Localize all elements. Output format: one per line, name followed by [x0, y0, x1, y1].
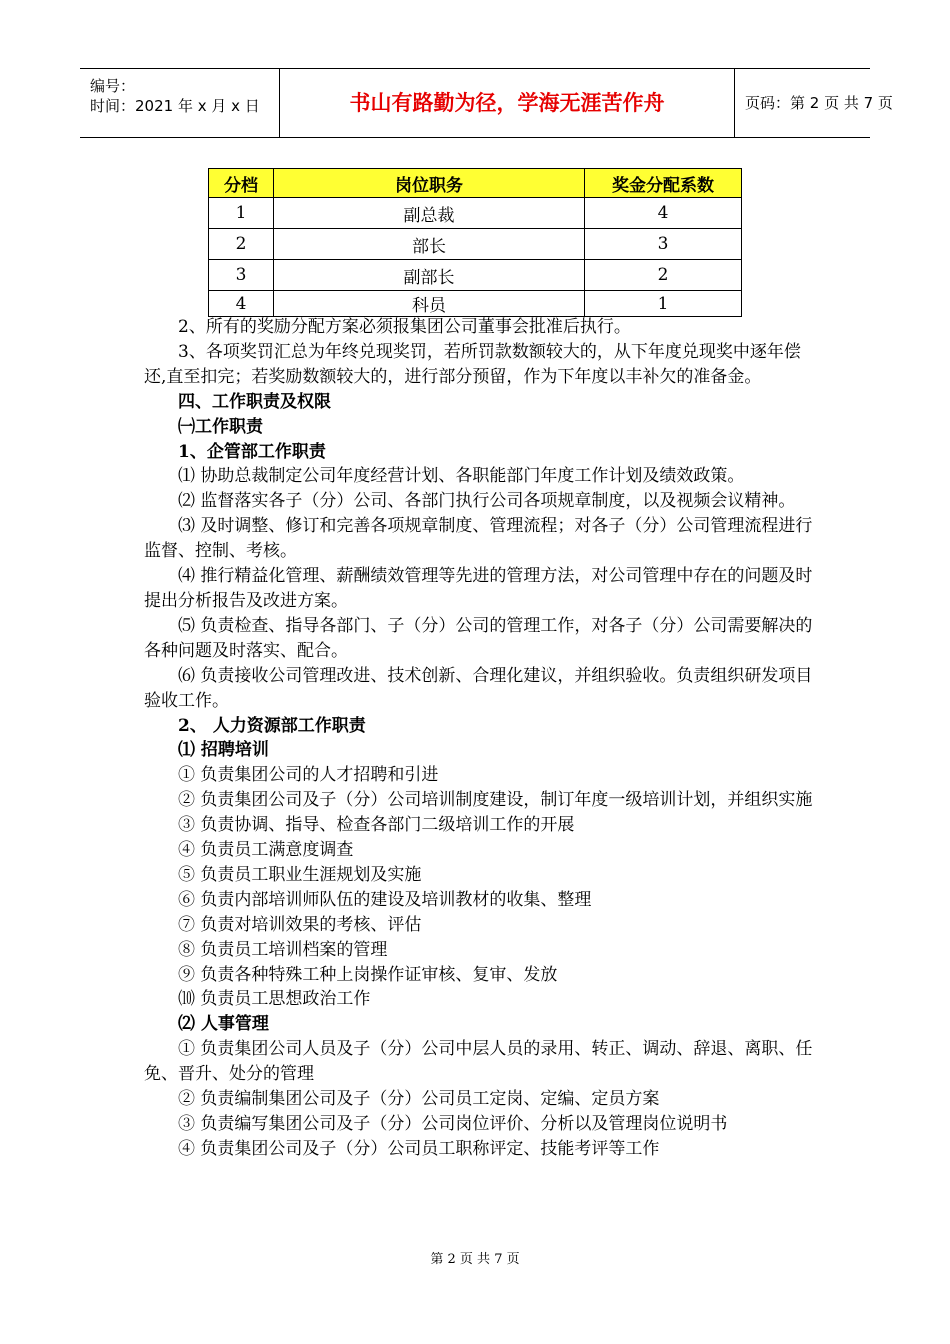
table-cell: 部长 — [274, 229, 585, 260]
table-row — [209, 260, 742, 291]
subsection-heading: 1、企管部工作职责 — [178, 441, 326, 462]
table-row — [209, 229, 742, 260]
subsection-heading: ⑴ 招聘培训 — [178, 740, 269, 761]
table-cell: 1 — [585, 291, 742, 317]
list-item: ② 负责编制集团公司及子（分）公司员工定岗、定编、定员方案 — [178, 1089, 660, 1110]
page-header — [80, 68, 893, 138]
list-item: ① 负责集团公司人员及子（分）公司中层人员的录用、转正、调动、辞退、离职、任免、晋升、处分的管理 — [144, 1039, 813, 1085]
list-item: ④ 负责集团公司及子（分）公司员工职称评定、技能考评等工作 — [178, 1138, 660, 1159]
table-header-row — [209, 169, 742, 198]
header-motto: 书山有路勤为径，学海无涯苦作舟 — [280, 69, 735, 137]
paragraph: ⑶ 及时调整、修订和完善各项规章制度、管理流程；对各子（分）公司管理流程进行监督、控制、考核。 — [144, 516, 813, 562]
table-cell: 副部长 — [274, 260, 585, 291]
bonus-coefficient-table — [208, 168, 742, 317]
section-heading: 四、工作职责及权限 — [178, 391, 331, 412]
subsection-heading: 2、 人力资源部工作职责 — [178, 715, 366, 736]
paragraph: ⑸ 负责检查、指导各部门、子（分）公司的管理工作，对各子（分）公司需要解决的各种问题及时落实、配合。 — [144, 615, 813, 661]
list-item: ⑤ 负责员工职业生涯规划及实施 — [178, 864, 422, 885]
table-header-cell: 分档 — [209, 169, 274, 198]
document-body — [144, 315, 814, 1162]
paragraph: 2、所有的奖励分配方案必须报集团公司董事会批准后执行。 — [178, 317, 631, 337]
table-cell: 2 — [209, 229, 274, 260]
table-cell: 4 — [209, 291, 274, 317]
list-item: ② 负责集团公司及子（分）公司培训制度建设，制订年度一级培训计划，并组织实施 — [178, 790, 813, 811]
subsection-heading: ㈠工作职责 — [178, 416, 263, 437]
paragraph: 3、各项奖罚汇总为年终兑现奖罚，若所罚款数额较大的，从下年度兑现奖中逐年偿还,直至扣完；若奖励数额较大的，进行部分预留，作为下年度以丰补欠的准备金。 — [144, 341, 801, 387]
list-item: ⑦ 负责对培训效果的考核、评估 — [178, 914, 422, 935]
table-cell: 4 — [585, 198, 742, 229]
table-cell: 3 — [585, 229, 742, 260]
table-header-cell: 奖金分配系数 — [585, 169, 742, 198]
header-meta-cell — [80, 69, 280, 137]
number-label: 编号： — [90, 77, 136, 95]
subsection-heading: ⑵ 人事管理 — [178, 1014, 269, 1035]
table-cell: 2 — [585, 260, 742, 291]
time-label: 时间：2021 年 x 月 x 日 — [90, 97, 260, 115]
paragraph: ⑹ 负责接收公司管理改进、技术创新、合理化建议，并组织验收。负责组织研发项目验收工作。 — [144, 665, 813, 711]
list-item: ⑥ 负责内部培训师队伍的建设及培训教材的收集、整理 — [178, 889, 592, 910]
list-item: ③ 负责协调、指导、检查各部门二级培训工作的开展 — [178, 815, 575, 836]
list-item: ⑽ 负责员工思想政治工作 — [178, 989, 371, 1010]
paragraph: ⑵ 监督落实各子（分）公司、各部门执行公司各项规章制度，以及视频会议精神。 — [178, 491, 796, 512]
table-row — [209, 291, 742, 317]
table-cell: 1 — [209, 198, 274, 229]
paragraph: ⑷ 推行精益化管理、薪酬绩效管理等先进的管理方法，对公司管理中存在的问题及时提出分析报告及改进方案。 — [144, 566, 813, 611]
header-page-info: 页码：第 2 页 共 7 页 — [745, 94, 893, 112]
table-cell: 3 — [209, 260, 274, 291]
table-cell: 副总裁 — [274, 198, 585, 229]
list-item: ③ 负责编写集团公司及子（分）公司岗位评价、分析以及管理岗位说明书 — [178, 1114, 728, 1134]
list-item: ① 负责集团公司的人才招聘和引进 — [178, 765, 439, 786]
table-header-cell: 岗位职务 — [274, 169, 585, 198]
table-cell: 科员 — [274, 291, 585, 317]
table-row — [209, 198, 742, 229]
paragraph: ⑴ 协助总裁制定公司年度经营计划、各职能部门年度工作计划及绩效政策。 — [178, 466, 745, 487]
page-footer: 第 2 页 共 7 页 — [430, 1252, 520, 1267]
list-item: ④ 负责员工满意度调查 — [178, 840, 354, 861]
list-item: ⑨ 负责各种特殊工种上岗操作证审核、复审、发放 — [178, 964, 558, 985]
list-item: ⑧ 负责员工培训档案的管理 — [178, 939, 388, 960]
